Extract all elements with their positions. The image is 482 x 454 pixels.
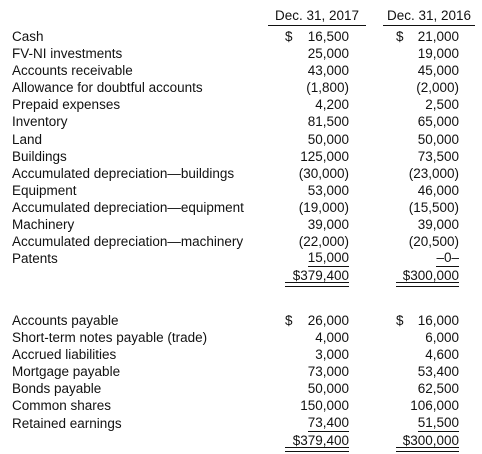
table-row xyxy=(0,182,482,199)
line-item-label: Inventory xyxy=(12,114,68,130)
amount: 3,000 xyxy=(315,347,349,363)
table-row xyxy=(0,96,482,113)
amount: 19,000 xyxy=(417,46,459,62)
amount: (30,000) xyxy=(298,165,349,181)
amount: 53,400 xyxy=(417,364,459,380)
double-underline xyxy=(396,282,459,287)
amount: 45,000 xyxy=(417,63,459,79)
currency-symbol: $ xyxy=(396,29,404,44)
amount: 46,000 xyxy=(417,182,459,198)
line-item-label: Short-term notes payable (trade) xyxy=(12,330,208,346)
amount: 25,000 xyxy=(307,46,349,62)
amount: 4,200 xyxy=(315,97,349,113)
table-row xyxy=(0,363,482,380)
table-row xyxy=(0,216,482,233)
table-row xyxy=(0,148,482,165)
amount: 73,000 xyxy=(307,364,349,380)
amount: 4,600 xyxy=(425,347,459,363)
amount: 39,000 xyxy=(417,217,459,233)
total-2017 xyxy=(285,267,349,284)
line-item-label: Land xyxy=(12,131,43,147)
currency-symbol: $ xyxy=(396,313,404,328)
currency-symbol: $ xyxy=(285,313,293,328)
amount: 15,000 xyxy=(307,250,349,266)
line-item-label: Accrued liabilities xyxy=(12,347,117,363)
amount: (1,800) xyxy=(306,80,349,96)
amount: 51,500 xyxy=(417,414,459,430)
amount: 53,000 xyxy=(307,182,349,198)
amount: 4,000 xyxy=(315,330,349,346)
line-item-label: Accounts receivable xyxy=(12,63,133,79)
line-item-label: Bonds payable xyxy=(12,381,102,397)
amount: (20,500) xyxy=(408,234,459,250)
table-row xyxy=(0,79,482,96)
total-amount: $379,400 xyxy=(292,268,349,284)
currency-symbol: $ xyxy=(285,29,293,44)
line-item-label: Accumulated depreciation—machinery xyxy=(12,234,244,250)
table-row xyxy=(0,113,482,130)
double-underline xyxy=(285,282,349,287)
double-underline xyxy=(396,447,459,452)
table-row xyxy=(0,45,482,62)
liabilities-equity-section xyxy=(0,312,482,449)
double-underline xyxy=(285,447,349,452)
table-row xyxy=(0,312,482,329)
table-row xyxy=(0,329,482,346)
line-item-label: Buildings xyxy=(12,148,67,164)
table-row xyxy=(0,415,482,432)
table-row xyxy=(0,233,482,250)
amount: 16,000 xyxy=(417,313,459,328)
table-row xyxy=(0,165,482,182)
table-row xyxy=(0,397,482,414)
total-2017 xyxy=(285,432,349,449)
table-row xyxy=(0,380,482,397)
amount: 81,500 xyxy=(307,114,349,130)
line-item-label: Patents xyxy=(12,251,58,267)
table-row xyxy=(0,28,482,45)
line-item-label: Accumulated depreciation—equipment xyxy=(12,199,244,215)
amount: 39,000 xyxy=(307,217,349,233)
header-dec-2016: Dec. 31, 2016 xyxy=(383,7,475,26)
amount: –0– xyxy=(436,250,459,266)
line-item-label: Accumulated depreciation—buildings xyxy=(12,165,235,181)
table-row xyxy=(0,62,482,79)
amount: 62,500 xyxy=(417,381,459,397)
amount: 65,000 xyxy=(417,114,459,130)
header-dec-2017: Dec. 31, 2017 xyxy=(268,7,366,26)
line-item-label: Allowance for doubtful accounts xyxy=(12,80,203,96)
amount: 50,000 xyxy=(307,131,349,147)
total-amount: $300,000 xyxy=(402,268,459,284)
amount: 73,500 xyxy=(417,148,459,164)
table-row xyxy=(0,346,482,363)
table-row xyxy=(0,199,482,216)
amount: 2,500 xyxy=(425,97,459,113)
amount: 73,400 xyxy=(307,414,349,430)
amount: 26,000 xyxy=(307,313,349,328)
amount: (15,500) xyxy=(408,199,459,215)
line-item-label: FV-NI investments xyxy=(12,46,123,62)
amount: (19,000) xyxy=(298,199,349,215)
assets-section xyxy=(0,28,482,284)
line-item-label: Retained earnings xyxy=(12,415,122,431)
line-item-label: Mortgage payable xyxy=(12,364,121,380)
total-2016 xyxy=(396,432,459,449)
total-2016 xyxy=(396,267,459,284)
line-item-label: Common shares xyxy=(12,398,112,414)
total-row xyxy=(0,267,482,284)
total-row xyxy=(0,432,482,449)
amount: (22,000) xyxy=(298,234,349,250)
line-item-label: Accounts payable xyxy=(12,313,119,328)
line-item-label: Equipment xyxy=(12,182,77,198)
total-amount: $379,400 xyxy=(292,432,349,448)
amount: 50,000 xyxy=(417,131,459,147)
amount: 6,000 xyxy=(425,330,459,346)
amount: 21,000 xyxy=(417,29,459,44)
line-item-label: Cash xyxy=(12,29,44,44)
line-item-label: Prepaid expenses xyxy=(12,97,121,113)
table-row xyxy=(0,250,482,267)
line-item-label: Machinery xyxy=(12,217,75,233)
amount: (23,000) xyxy=(408,165,459,181)
amount: 16,500 xyxy=(307,29,349,44)
amount: 150,000 xyxy=(300,398,349,414)
amount: 106,000 xyxy=(410,398,459,414)
amount: (2,000) xyxy=(416,80,459,96)
amount: 125,000 xyxy=(300,148,349,164)
table-row xyxy=(0,131,482,148)
amount: 50,000 xyxy=(307,381,349,397)
total-amount: $300,000 xyxy=(402,432,459,448)
amount: 43,000 xyxy=(307,63,349,79)
